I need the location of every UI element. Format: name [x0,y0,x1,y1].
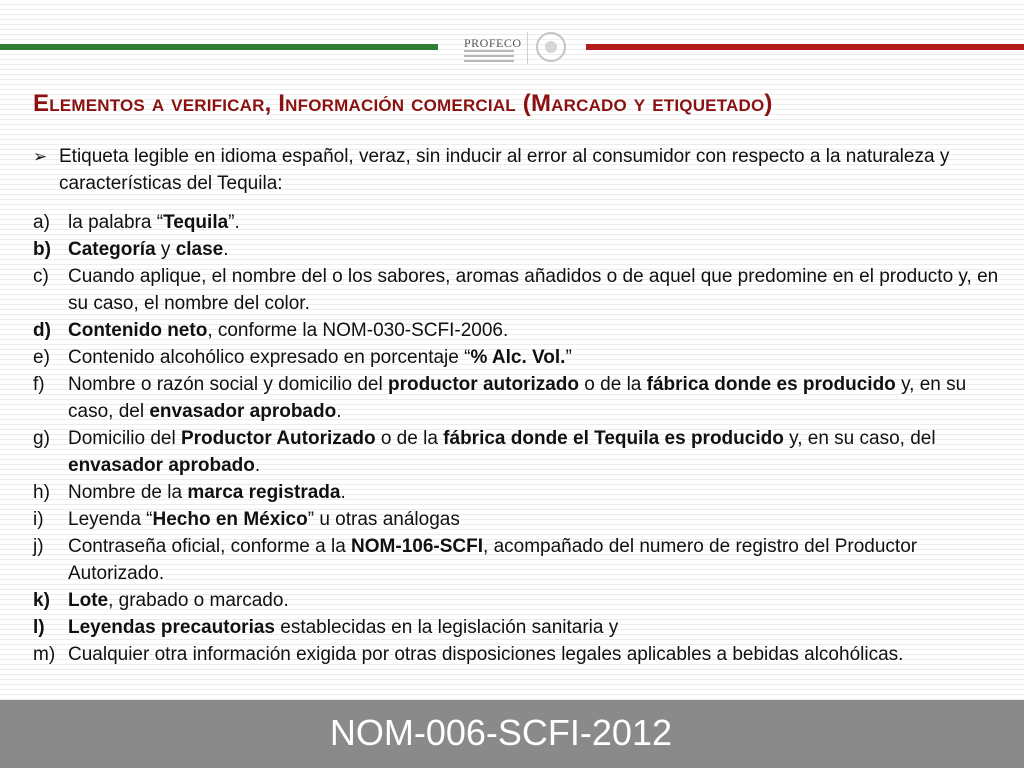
list-item [33,506,1003,533]
requirements-list [33,209,1003,668]
text-segment: . [340,482,346,503]
list-item-marker: g) [33,428,50,449]
text-segment: ” u otras análogas [307,509,460,530]
list-item-marker: f) [33,374,45,395]
logo-text: PROFECO [464,36,522,50]
list-item [33,641,1003,668]
list-item-text [68,236,1003,263]
list-item-text [68,479,1003,506]
text-segment: Cualquier otra información exigida por otras disposiciones legales aplicables a bebidas alcohólicas. [68,644,904,665]
list-item-text [68,263,1003,317]
bold-text: clase [175,239,224,260]
footer-title: NOM-006-SCFI-2012 [329,712,672,753]
text-segment: . [336,401,342,422]
list-item [33,263,1003,317]
list-item [33,533,1003,587]
list-item-marker: h) [33,482,50,503]
list-item [33,425,1003,479]
text-segment: Nombre o razón social y domicilio del [68,374,388,395]
bold-text: envasador aprobado [68,455,255,476]
logo-divider [527,32,528,64]
bold-text: Contenido neto [68,320,208,341]
list-item-text [68,344,1003,371]
list-item [33,587,1003,614]
list-item [33,614,1003,641]
list-item-marker: e) [33,347,50,368]
text-segment: , conforme la NOM-030-SCFI-2006. [207,320,509,341]
list-item-text [68,641,1003,668]
intro-bullet-text: Etiqueta legible en idioma español, veraz, sin inducir al error al consumidor con respecto a la naturaleza y características del Tequila: [59,146,950,194]
list-item-text [68,587,1003,614]
list-item [33,371,1003,425]
bold-text: Lote [68,590,109,611]
text-segment: y, en su caso, del [68,374,967,422]
text-segment: ”. [228,212,240,233]
bold-text: Categoría [68,239,156,260]
list-item-text [68,425,1003,479]
list-item-text [68,317,1003,344]
bold-text: Hecho en México [152,509,308,530]
logo-subtitle-lines [464,50,514,64]
seal-icon [536,32,566,62]
list-item-marker: b) [33,239,51,260]
list-item-marker: j) [33,536,44,557]
text-segment: o de la [579,374,647,395]
red-header-bar [586,44,1024,50]
bold-text: Tequila [163,212,229,233]
intro-bullet [33,143,1003,197]
bold-text: envasador aprobado [149,401,337,422]
list-item-text [68,614,1003,641]
list-item-marker: l) [33,617,45,638]
list-item-marker: c) [33,266,49,287]
list-item [33,344,1003,371]
text-segment: Contenido alcohólico expresado en porcentaje “ [68,347,471,368]
text-segment: o de la [375,428,444,449]
bold-text: % Alc. Vol. [470,347,566,368]
text-segment: . [223,239,229,260]
list-item-text [68,506,1003,533]
text-segment: Contraseña oficial, conforme a la [68,536,352,557]
slide-title: Elementos a verificar, Información comercial (Marcado y etiquetado) [33,90,773,117]
list-item-marker: m) [33,644,56,665]
text-segment: Leyenda “ [68,509,153,530]
text-segment: establecidas en la legislación sanitaria y [274,617,619,638]
text-segment: ” [565,347,572,368]
list-item [33,479,1003,506]
green-header-bar [0,44,438,50]
list-item-marker: k) [33,590,50,611]
text-segment: . [254,455,261,476]
bold-text: Productor Autorizado [180,428,376,449]
text-segment: , grabado o marcado. [108,590,289,611]
text-segment: la palabra “ [68,212,164,233]
list-item-text [68,371,1003,425]
list-item-marker: a) [33,212,50,233]
bold-text: NOM-106-SCFI [351,536,484,557]
bold-text: productor autorizado [387,374,580,395]
profeco-logo [460,30,580,70]
list-item [33,236,1003,263]
text-segment: Cuando aplique, el nombre del o los sabores, aromas añadidos o de aquel que predomine en el producto y, en su caso, el nombre del color. [68,266,999,314]
text-segment: , acompañado del numero de registro del Productor Autorizado. [68,536,918,584]
bold-text: marca registrada [187,482,341,503]
text-segment: Nombre de la [68,482,188,503]
arrow-bullet-icon: ➢ [33,147,48,166]
list-item-marker: d) [33,320,51,341]
list-item [33,209,1003,236]
footer-bar [0,700,1024,768]
text-segment: y, en su caso, del [783,428,936,449]
list-item-marker: i) [33,509,44,530]
bold-text: fábrica donde es producido [646,374,896,395]
list-item-text [68,533,1003,587]
text-segment: y [155,239,176,260]
bold-text: fábrica donde el Tequila es producido [443,428,784,449]
list-item-text [68,209,1003,236]
list-item [33,317,1003,344]
bold-text: Leyendas precautorias [68,617,275,638]
text-segment: Domicilio del [68,428,181,449]
